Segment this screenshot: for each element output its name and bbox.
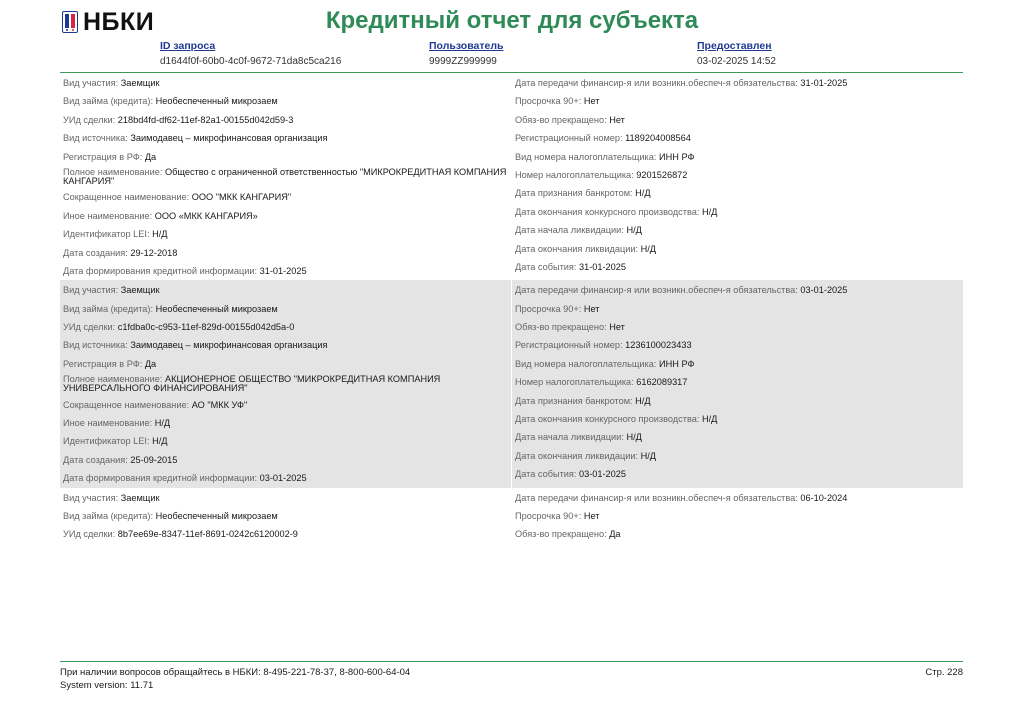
field-value: Н/Д (640, 450, 657, 461)
field-label: Дата создания: (63, 454, 128, 465)
record-field (60, 74, 511, 92)
field-label: Идентификатор LEI: (63, 229, 150, 240)
record-field (512, 111, 963, 129)
field-value: 03-01-2025 (579, 469, 626, 480)
record-field (512, 203, 963, 221)
field-label: Сокращенное наименование: (63, 192, 190, 203)
field-value: Нет (609, 322, 625, 333)
field-label: УИд сделки: (63, 114, 116, 125)
field-value: Нет (583, 511, 600, 522)
field-label: УИд сделки: (63, 322, 116, 333)
record-field (60, 432, 511, 450)
field-value: Да (144, 358, 157, 369)
record-field (60, 469, 511, 487)
record-field (60, 507, 511, 525)
field-label: Иное наименование: (63, 418, 153, 429)
record-field (60, 281, 511, 299)
field-label: Вид источника: (63, 340, 128, 351)
record-field (60, 525, 511, 543)
record-field (512, 336, 963, 354)
field-value: 1236100023433 (625, 340, 692, 351)
field-label: Регистрация в РФ: (63, 358, 143, 369)
field-value: АКЦИОНЕРНОЕ ОБЩЕСТВО "МИКРОКРЕДИТНАЯ КОМПАНИЯ УНИВЕРСАЛЬНОГО ФИНАНСИРОВАНИЯ" (63, 374, 441, 394)
field-value: 6162089317 (636, 377, 688, 388)
field-value: Н/Д (640, 243, 657, 254)
request-id-label: ID запроса (160, 40, 216, 52)
footer-contact: При наличии вопросов обращайтесь в НБКИ: 8-495-221-78-37, 8-800-600-64-04 (60, 667, 411, 678)
field-value: Н/Д (635, 395, 651, 406)
field-value: Н/Д (626, 225, 642, 236)
record-column-left (60, 73, 511, 280)
field-label: Вид участия: (63, 492, 119, 503)
field-label: Обяз-во прекращено: (515, 322, 607, 333)
field-label: Дата окончания конкурсного производства: (515, 414, 700, 425)
field-value: Заемщик (120, 285, 160, 296)
field-value: ИНН РФ (659, 358, 695, 369)
record-field (60, 92, 511, 110)
field-label: Вид участия: (63, 285, 119, 296)
field-value: Заемщик (120, 78, 160, 88)
field-label: Обяз-во прекращено: (515, 529, 607, 540)
field-value: 8b7ee69e-8347-11ef-8691-0242c6120002-9 (117, 529, 298, 540)
field-value: Заимодавец – микрофинансовая организация (130, 133, 328, 144)
record-field (60, 262, 511, 280)
user-label: Пользователь (429, 40, 504, 52)
record-column-left (60, 280, 511, 487)
record-field (60, 451, 511, 469)
field-label: Иное наименование: (63, 210, 153, 221)
record-field (60, 166, 511, 188)
field-label: Просрочка 90+: (515, 96, 582, 107)
page-number: Стр. 228 (925, 667, 963, 678)
field-value: Н/Д (701, 206, 718, 217)
footer-version: System version: 11.71 (60, 680, 154, 691)
field-label: Дата окончания ликвидации: (515, 450, 639, 461)
record-field (512, 318, 963, 336)
field-value: Н/Д (635, 188, 651, 199)
record-field (60, 373, 511, 395)
record-column-right (511, 73, 963, 280)
record-field (60, 111, 511, 129)
provided-column (697, 40, 776, 67)
field-value: 29-12-2018 (130, 247, 178, 258)
record-field (60, 188, 511, 206)
field-value: 31-01-2025 (259, 265, 307, 276)
field-label: Вид участия: (63, 78, 119, 88)
field-value: 06-10-2024 (800, 492, 848, 503)
field-value: 03-01-2025 (800, 285, 848, 296)
record-field (60, 300, 511, 318)
field-label: Дата начала ликвидации: (515, 225, 624, 236)
record-field (512, 184, 963, 202)
field-value: Н/Д (626, 432, 642, 443)
field-label: Дата создания: (63, 247, 128, 258)
field-value: Н/Д (152, 229, 168, 240)
brand-name: НБКИ (83, 7, 155, 36)
record-column-left (60, 488, 511, 544)
field-label: Просрочка 90+: (515, 511, 582, 522)
record-field (512, 428, 963, 446)
field-value: Заемщик (120, 492, 160, 503)
record-field (60, 148, 511, 166)
field-label: Сокращенное наименование: (63, 399, 190, 410)
field-value: Н/Д (154, 418, 171, 429)
record-field (60, 225, 511, 243)
request-id-column (160, 40, 341, 67)
record-field (512, 410, 963, 428)
record-field (60, 318, 511, 336)
record-field (512, 92, 963, 110)
field-label: Вид номера налогоплательщика: (515, 151, 657, 162)
record-field (512, 129, 963, 147)
field-label: Дата признания банкротом: (515, 395, 633, 406)
field-value: 25-09-2015 (130, 454, 178, 465)
field-label: УИд сделки: (63, 529, 116, 540)
field-label: Номер налогоплательщика: (515, 169, 634, 180)
record-field (512, 465, 963, 483)
field-label: Дата передачи финансир-я или возникн.обеспеч-я обязательства: (515, 492, 798, 503)
field-value: ООО "МКК КАНГАРИЯ" (191, 192, 292, 203)
field-value: Общество с ограниченной ответственностью "МИКРОКРЕДИТНАЯ КОМПАНИЯ КАНГАРИЯ" (63, 166, 507, 187)
user-value: 9999ZZ999999 (429, 56, 497, 67)
field-value: Н/Д (701, 414, 718, 425)
provided-value: 03-02-2025 14:52 (697, 56, 776, 67)
field-value: Необеспеченный микрозаем (155, 303, 278, 314)
field-value: ИНН РФ (659, 151, 695, 162)
field-value: Заимодавец – микрофинансовая организация (130, 340, 328, 351)
footer-divider (60, 661, 963, 662)
field-label: Вид источника: (63, 133, 128, 144)
field-label: Дата формирования кредитной информации: (63, 473, 258, 484)
field-value: 1189204008564 (625, 133, 691, 144)
record-field (512, 148, 963, 166)
record-field (512, 221, 963, 239)
field-label: Дата события: (515, 469, 577, 480)
field-label: Полное наименование: (63, 166, 163, 177)
field-label: Вид займа (кредита): (63, 511, 154, 522)
field-label: Регистрационный номер: (515, 133, 623, 144)
page-title: Кредитный отчет для субъекта (325, 7, 699, 34)
record-field (60, 489, 511, 507)
record-field (512, 166, 963, 184)
field-label: Дата формирования кредитной информации: (63, 265, 258, 276)
record-column-right (511, 488, 963, 544)
field-label: Дата события: (515, 261, 577, 272)
record-field (512, 258, 963, 276)
field-label: Вид займа (кредита): (63, 96, 154, 107)
field-label: Дата признания банкротом: (515, 188, 633, 199)
field-label: Дата начала ликвидации: (515, 432, 624, 443)
record-field (512, 489, 963, 507)
field-value: 218bd4fd-df62-11ef-82a1-00155d042d59-3 (117, 114, 294, 125)
field-value: Н/Д (152, 436, 168, 447)
field-value: 03-01-2025 (259, 473, 307, 484)
record-field (60, 336, 511, 354)
field-label: Дата окончания конкурсного производства: (515, 206, 700, 217)
provided-label: Предоставлен (697, 40, 772, 52)
field-label: Номер налогоплательщика: (515, 377, 634, 388)
field-label: Регистрационный номер: (515, 340, 623, 351)
field-value: Необеспеченный микрозаем (155, 511, 278, 522)
record-field (60, 355, 511, 373)
field-value: c1fdba0c-c953-11ef-829d-00155d042d5a-0 (117, 322, 295, 333)
record-field (512, 240, 963, 258)
request-id-value: d1644f0f-60b0-4c0f-9672-71da8c5ca216 (160, 56, 342, 67)
field-label: Дата окончания ликвидации: (515, 243, 639, 254)
record-field (512, 525, 963, 543)
credit-record (60, 73, 963, 280)
record-field (512, 392, 963, 410)
field-value: Нет (609, 114, 625, 125)
record-field (512, 281, 963, 299)
credit-record (60, 488, 963, 544)
record-field (60, 396, 511, 414)
record-field (512, 300, 963, 318)
field-label: Обяз-во прекращено: (515, 114, 607, 125)
field-value: Необеспеченный микрозаем (155, 96, 278, 107)
report-records (60, 73, 963, 544)
record-field (512, 355, 963, 373)
field-label: Вид номера налогоплательщика: (515, 358, 657, 369)
field-value: 9201526872 (636, 169, 688, 180)
record-field (60, 207, 511, 225)
record-field (60, 244, 511, 262)
field-value: 31-01-2025 (800, 78, 848, 88)
record-field (512, 74, 963, 92)
field-value: ООО «МКК КАНГАРИЯ» (154, 210, 258, 221)
record-field (60, 129, 511, 147)
record-field (512, 373, 963, 391)
record-field (512, 507, 963, 525)
field-label: Вид займа (кредита): (63, 303, 154, 314)
record-field (60, 414, 511, 432)
field-value: АО "МКК УФ" (191, 399, 248, 410)
record-field (512, 447, 963, 465)
field-value: Нет (583, 96, 600, 107)
field-value: Да (144, 151, 157, 162)
field-label: Дата передачи финансир-я или возникн.обеспеч-я обязательства: (515, 285, 798, 296)
field-label: Регистрация в РФ: (63, 151, 143, 162)
field-value: Нет (583, 303, 600, 314)
field-label: Просрочка 90+: (515, 303, 582, 314)
user-column (429, 40, 503, 67)
field-value: 31-01-2025 (579, 261, 626, 272)
field-label: Идентификатор LEI: (63, 436, 150, 447)
field-label: Полное наименование: (63, 374, 163, 385)
credit-record (60, 280, 963, 487)
field-label: Дата передачи финансир-я или возникн.обеспеч-я обязательства: (515, 78, 798, 88)
field-value: Да (609, 529, 621, 540)
record-column-right (511, 280, 963, 487)
